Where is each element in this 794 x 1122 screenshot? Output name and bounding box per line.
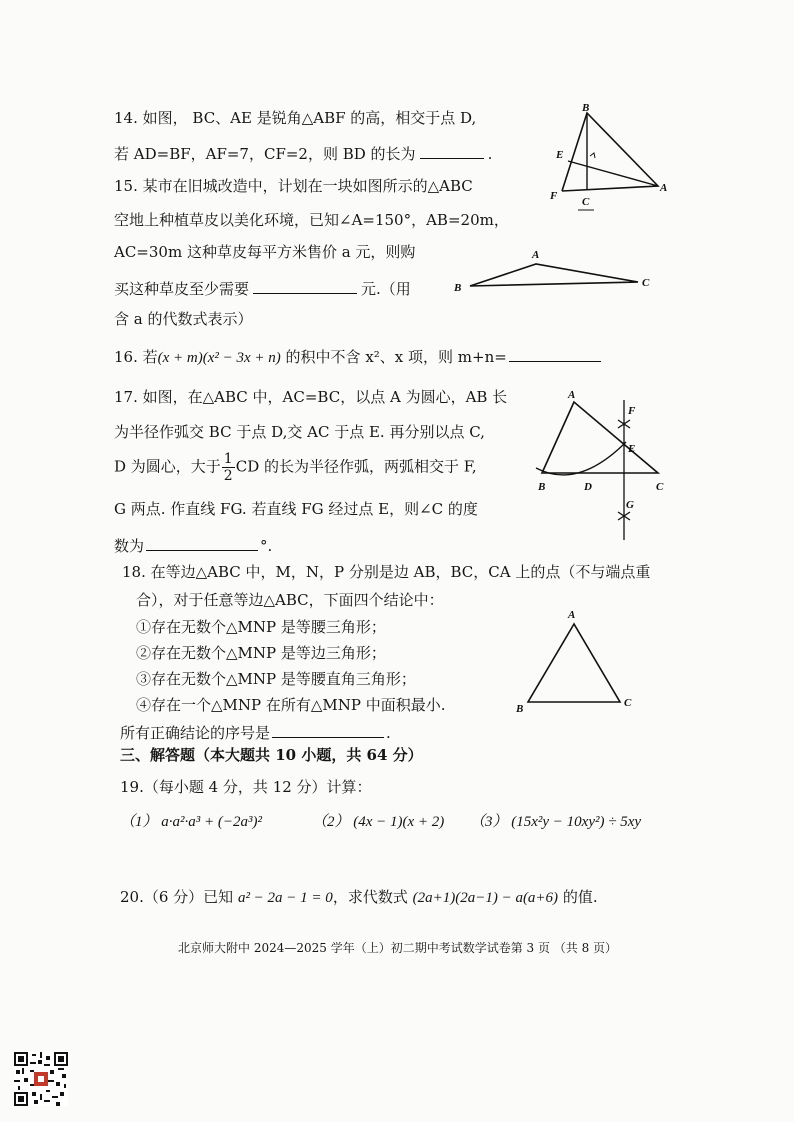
q18-choice4: ④存在一个△MNP 在所有△MNP 中面积最小.: [136, 696, 446, 714]
q17-figure: [528, 380, 678, 545]
q15-line4-text: 买这种草皮至少需要: [114, 280, 250, 298]
q14-label-e: E: [556, 149, 564, 161]
q15-answer-blank[interactable]: [253, 280, 357, 294]
q17-line5-text: 数为: [114, 537, 145, 555]
q15-line2: 空地上种植草皮以美化环境，已知∠A=150°，AB=20m，: [114, 211, 509, 229]
q18-choice1: ①存在无数个△MNP 是等腰三角形；: [136, 618, 386, 636]
q18-line7-end: .: [386, 724, 391, 742]
q17-label-f: F: [628, 405, 636, 417]
q18-line7: [120, 724, 391, 741]
q20-expr1: a² − 2a − 1 = 0: [237, 890, 333, 906]
q17-line2: 为半径作弧交 BC 于点 D,交 AC 于点 E. 再分别以点 C,: [114, 423, 485, 441]
q14-line1: 14. 如图， BC、AE 是锐角△ABF 的高，相交于点 D,: [114, 109, 477, 127]
q18-line7-text: 所有正确结论的序号是: [120, 724, 271, 742]
q17-label-b: B: [538, 481, 546, 493]
q16-mid: 的积中不含 x²、x 项，则 m+n=: [280, 348, 507, 366]
q19-part2: （2） (4x − 1)(x + 2): [312, 814, 445, 830]
q15-line5: 含 a 的代数式表示）: [114, 310, 253, 328]
q17-line5-end: °.: [260, 537, 273, 555]
q15-line4-end: 元.（用: [361, 280, 411, 298]
q17-frac-num: 1: [223, 451, 233, 467]
q14-answer-blank[interactable]: [420, 145, 484, 159]
q20-post: 的值.: [558, 888, 598, 906]
q16-pre: 16. 若: [114, 348, 158, 366]
q16-line: [114, 348, 601, 366]
q19-part3: （3） (15x²y − 10xy²) ÷ 5xy: [470, 814, 642, 830]
q17-line4: G 两点. 作直线 FG. 若直线 FG 经过点 E，则∠C 的度: [114, 500, 478, 518]
q14-label-f: F: [550, 190, 558, 202]
q18-line2: 合），对于任意等边△ABC，下面四个结论中：: [136, 591, 444, 609]
q15-line3: AC=30m 这种草皮每平方米售价 a 元，则购: [114, 243, 416, 261]
q14-label-b: B: [582, 102, 590, 114]
q19-part1: （1） a·a²·a³ + (−2a³)²: [120, 814, 262, 830]
section-3-heading: 三、解答题（本大题共 10 小题，共 64 分）: [120, 746, 423, 764]
page-footer: 北京师大附中 2024—2025 学年（上）初二期中考试数学试卷第 3 页 （共 8 页）: [178, 941, 618, 955]
q20-line: [120, 890, 598, 906]
q14-figure: [540, 98, 670, 213]
q15-figure: [450, 246, 660, 296]
q17-line3a: D 为圆心，大于: [114, 457, 221, 476]
q17-line3b: CD 的长为半径作弧，两弧相交于 F,: [235, 457, 477, 476]
qr-code[interactable]: [14, 1052, 68, 1106]
q17-frac-den: 2: [223, 468, 233, 484]
q14-label-a: A: [660, 182, 668, 194]
q20-mid: ，求代数式: [332, 888, 413, 906]
q18-label-a: A: [568, 609, 576, 621]
q15-label-b: B: [454, 282, 462, 294]
q18-line1: 18. 在等边△ABC 中，M，N，P 分别是边 AB，BC，CA 上的点（不与端点重: [122, 563, 651, 581]
q20-expr2: (2a+1)(2a−1) − a(a+6): [412, 890, 559, 906]
q18-choice3: ③存在无数个△MNP 是等腰直角三角形；: [136, 670, 416, 688]
q14-line2: [114, 145, 492, 162]
q17-label-e: E: [628, 443, 636, 455]
q18-answer-blank[interactable]: [272, 724, 384, 738]
q14-line2-end: .: [487, 145, 493, 163]
q15-line4: [114, 280, 411, 297]
q18-label-c: C: [624, 697, 632, 709]
q19-heading: 19.（每小题 4 分，共 12 分）计算：: [120, 778, 372, 796]
q17-fraction: [222, 452, 235, 483]
q18-figure: [510, 606, 640, 716]
q14-label-c: C: [582, 196, 590, 208]
q16-expression: (x + m)(x² − 3x + n): [157, 350, 281, 366]
q17-line5: [114, 537, 272, 554]
q17-label-c: C: [656, 481, 664, 493]
q15-label-a: A: [532, 249, 540, 261]
q14-line2-text: 若 AD=BF，AF=7，CF=2，则 BD 的长为: [114, 145, 416, 163]
q15-label-c: C: [642, 277, 650, 289]
q18-label-b: B: [516, 703, 524, 715]
q17-answer-blank[interactable]: [146, 537, 258, 551]
q15-line1: 15. 某市在旧城改造中，计划在一块如图所示的△ABC: [114, 177, 473, 195]
q20-pre: 20.（6 分）已知: [120, 888, 238, 906]
q16-answer-blank[interactable]: [509, 348, 601, 362]
q17-line1: 17. 如图，在△ABC 中，AC=BC，以点 A 为圆心，AB 长: [114, 388, 508, 406]
q17-label-d: D: [584, 481, 592, 493]
q17-label-g: G: [626, 499, 634, 511]
q17-line3: [114, 452, 477, 483]
q18-choice2: ②存在无数个△MNP 是等边三角形；: [136, 644, 386, 662]
q17-label-a: A: [568, 389, 576, 401]
